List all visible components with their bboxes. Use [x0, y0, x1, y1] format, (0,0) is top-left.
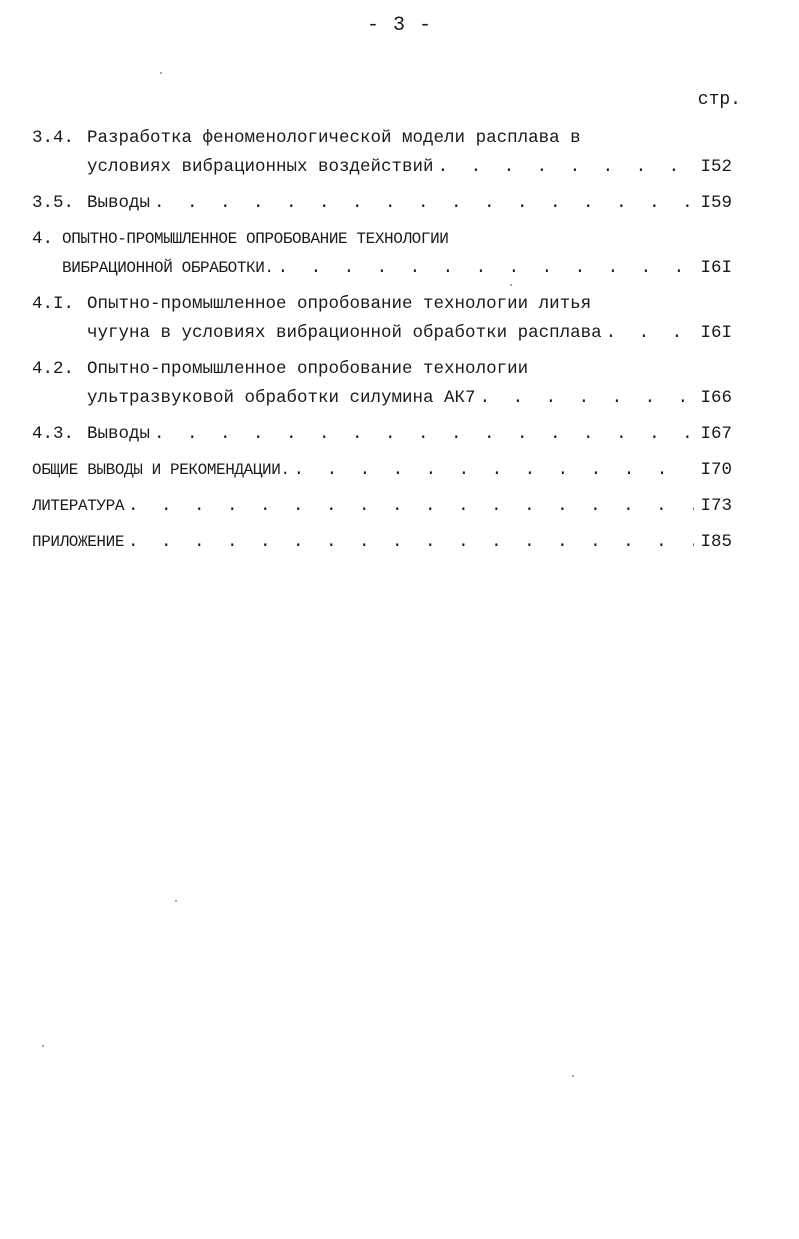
dot-leader [476, 384, 695, 413]
toc-entry-4-1 [32, 290, 732, 348]
toc-entry-page: I66 [700, 388, 732, 408]
toc-entry-4-2 [32, 355, 732, 413]
toc-entry-title-cont: чугуна в условиях вибрационной обработки расплава [87, 323, 602, 343]
toc-entry-title: ОБЩИЕ ВЫВОДЫ И РЕКОМЕНДАЦИИ. [32, 461, 290, 479]
toc-entry-title: Опытно-промышленное опробование технологии литья [87, 294, 592, 314]
dot-leader [434, 153, 695, 182]
toc-entry-page: I85 [700, 532, 732, 552]
toc-entry-page: I59 [700, 193, 732, 213]
toc-entry-4 [32, 225, 732, 283]
toc-entry-title: Выводы [87, 193, 151, 213]
scan-speck [42, 1045, 44, 1047]
toc-entry-number: 4.3. [32, 424, 75, 444]
dot-leader [602, 319, 695, 348]
toc-entry-4-3 [32, 420, 732, 449]
dot-leader [274, 254, 695, 283]
dot-leader [124, 492, 694, 521]
toc-entry-page: I6I [700, 323, 732, 343]
toc-entry-number: 4. [32, 229, 54, 249]
toc-entry-page: I67 [700, 424, 732, 444]
toc-entry-page: I52 [700, 157, 732, 177]
toc-entry-number: 3.4. [32, 128, 75, 148]
toc-entry-title: ПРИЛОЖЕНИЕ [32, 533, 125, 551]
toc-entry-title-cont: ВИБРАЦИОННОЙ ОБРАБОТКИ. [62, 259, 274, 277]
toc-entry-page: I70 [700, 460, 732, 480]
toc-entry-title-cont: ультразвуковой обработки силумина АК7 [87, 388, 476, 408]
toc-entry-appendix [32, 528, 732, 557]
toc-entry-number: 3.5. [32, 193, 75, 213]
toc-entry-title: ОПЫТНО-ПРОМЫШЛЕННОЕ ОПРОБОВАНИЕ ТЕХНОЛОГИИ [62, 230, 449, 248]
toc-entry-3-5 [32, 189, 732, 218]
scan-speck [572, 1075, 574, 1077]
pages-column-label: стр. [697, 90, 741, 110]
dot-leader [150, 420, 694, 449]
toc-entry-title: ЛИТЕРАТУРА [32, 497, 125, 515]
toc-entry-number: 4.2. [32, 359, 75, 379]
toc-entry-number: 4.I. [32, 294, 75, 314]
toc-entry-page: I73 [700, 496, 732, 516]
page-number: - 3 - [366, 14, 432, 37]
toc-entry-3-4 [32, 124, 732, 182]
scan-speck [510, 284, 512, 286]
toc-entry-title: Выводы [87, 424, 151, 444]
dot-leader [150, 189, 694, 218]
dot-leader [290, 456, 695, 485]
toc-entry-title: Разработка феноменологической модели расплава в [87, 128, 581, 148]
toc-entry-page: I6I [700, 258, 732, 278]
toc-entry-title-cont: условиях вибрационных воздействий [87, 157, 434, 177]
toc-entry-literature [32, 492, 732, 521]
scan-speck [175, 900, 177, 902]
dot-leader [124, 528, 694, 557]
scan-speck [160, 72, 162, 74]
toc-entry-conclusions [32, 456, 732, 485]
table-of-contents [32, 124, 732, 564]
toc-entry-title: Опытно-промышленное опробование технологии [87, 359, 529, 379]
